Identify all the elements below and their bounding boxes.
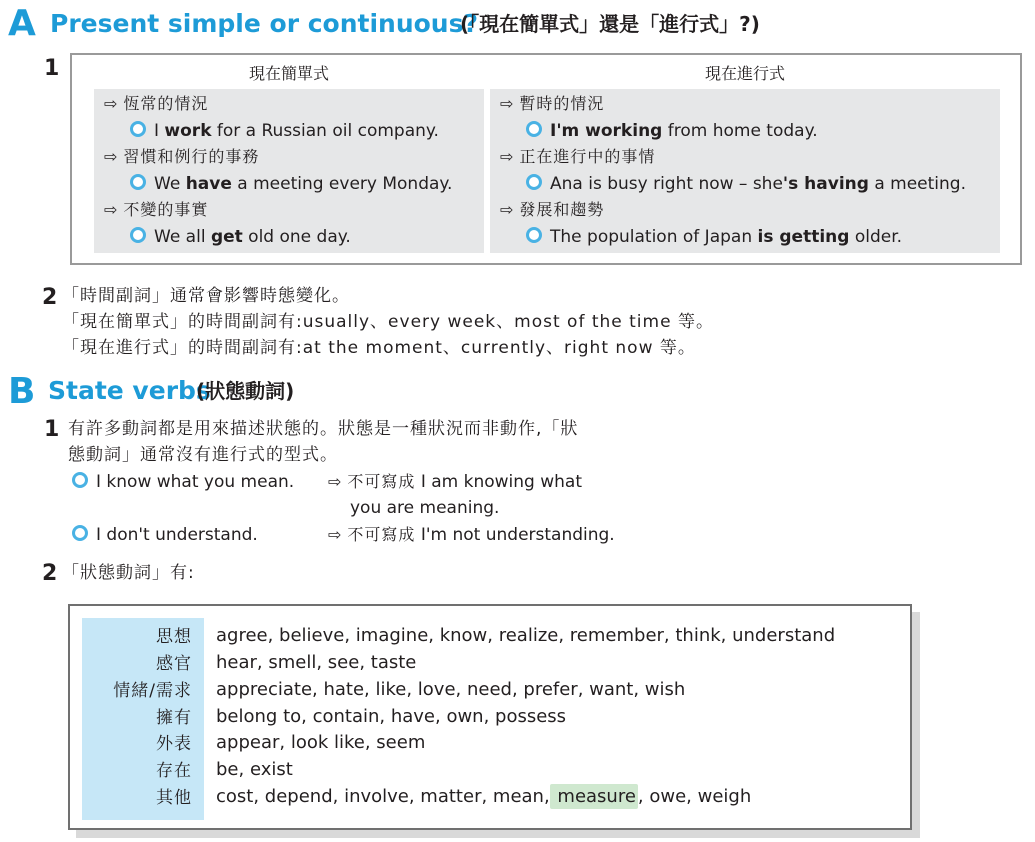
verb-list: belong to, contain, have, own, possess [216, 706, 567, 727]
verb-list: agree, believe, imagine, know, realize, remember, think, understand [216, 625, 836, 646]
bullet-icon [72, 472, 88, 488]
arrow-icon: ⇨ [500, 147, 514, 166]
state-verb-intro-line1: 有許多動詞都是用來描述狀態的。狀態是一種狀況而非動作,「狀 [68, 419, 579, 439]
section-a-title: Present simple or continuous? [50, 9, 478, 38]
example-note: ⇨ 不可寫成 I'm not understanding. [328, 525, 615, 545]
state-verb-intro-line2: 態動詞」通常沒有進行式的型式。 [68, 445, 338, 465]
bullet-icon [72, 525, 88, 541]
example-sentence: Ana is busy right now – she's having a meeting. [526, 173, 966, 195]
arrow-icon: ⇨ [104, 94, 118, 113]
verb-list: be, exist [216, 759, 293, 780]
time-adverb-note: 「時間副詞」通常會影響時態變化。 [62, 286, 350, 306]
category-label: 其他 [156, 788, 192, 808]
state-verbs-table [68, 604, 912, 830]
tense-comparison-box [70, 53, 1022, 265]
example-sentence: I know what you mean. [72, 471, 294, 493]
bullet-icon [526, 174, 542, 190]
category-heading: ⇨ 發展和趨勢 [500, 200, 605, 219]
example-sentence: I work for a Russian oil company. [130, 120, 439, 142]
column-header-continuous: 現在進行式 [704, 64, 785, 83]
category-label: 外表 [156, 734, 192, 754]
highlighted-word: measure [551, 786, 636, 807]
example-note-cont: you are meaning. [350, 498, 500, 518]
continuous-adverbs-line: 「現在進行式」的時間副詞有:at the moment、currently、right now 等。 [62, 338, 696, 358]
example-sentence: We have a meeting every Monday. [130, 173, 452, 195]
verb-list: appear, look like, seem [216, 732, 426, 753]
verb-list: appreciate, hate, like, love, need, prefer, want, wish [216, 679, 686, 700]
section-b-title: State verbs [48, 376, 211, 405]
category-column [82, 618, 204, 820]
arrow-icon: ⇨ [500, 200, 514, 219]
continuous-panel [490, 89, 1000, 253]
item-number: 1 [44, 417, 60, 442]
example-note: ⇨ 不可寫成 I am knowing what [328, 472, 583, 492]
arrow-icon: ⇨ [500, 94, 514, 113]
verb-list: cost, depend, involve, matter, mean, measure , owe, weigh [216, 786, 752, 807]
item-number: 1 [44, 56, 60, 81]
category-label: 存在 [156, 761, 192, 781]
category-heading: ⇨ 不變的事實 [104, 200, 209, 219]
category-heading: ⇨ 正在進行中的事情 [500, 147, 656, 166]
bullet-icon [526, 121, 542, 137]
section-b-letter: B [8, 371, 36, 412]
example-sentence: The population of Japan is getting older. [526, 226, 902, 248]
arrow-icon: ⇨ [328, 472, 342, 491]
simple-adverbs-line: 「現在簡單式」的時間副詞有:usually、every week、most of the time 等。 [62, 312, 714, 332]
bullet-icon [130, 227, 146, 243]
arrow-icon: ⇨ [104, 200, 118, 219]
bullet-icon [526, 227, 542, 243]
example-sentence: I'm working from home today. [526, 120, 818, 142]
category-label: 擁有 [156, 708, 192, 728]
column-header-simple: 現在簡單式 [248, 64, 329, 83]
example-sentence: I don't understand. [72, 524, 258, 546]
category-heading: ⇨ 暫時的情況 [500, 94, 605, 113]
item-number: 2 [42, 285, 58, 310]
simple-panel [94, 89, 484, 253]
category-label: 思想 [156, 627, 192, 647]
section-b-subtitle: (狀態動詞) [196, 379, 295, 403]
section-a-letter: A [8, 3, 36, 44]
category-label: 感官 [156, 654, 192, 674]
section-a-subtitle: (「現在簡單式」還是「進行式」?) [460, 12, 760, 36]
bullet-icon [130, 174, 146, 190]
state-verb-list-intro: 「狀態動詞」有: [62, 563, 195, 583]
category-heading: ⇨ 恆常的情況 [104, 94, 209, 113]
category-label: 情緒/需求 [113, 681, 192, 701]
item-number: 2 [42, 561, 58, 586]
arrow-icon: ⇨ [328, 525, 342, 544]
example-sentence: We all get old one day. [130, 226, 351, 248]
verb-list: hear, smell, see, taste [216, 652, 417, 673]
category-heading: ⇨ 習慣和例行的事務 [104, 147, 260, 166]
bullet-icon [130, 121, 146, 137]
arrow-icon: ⇨ [104, 147, 118, 166]
